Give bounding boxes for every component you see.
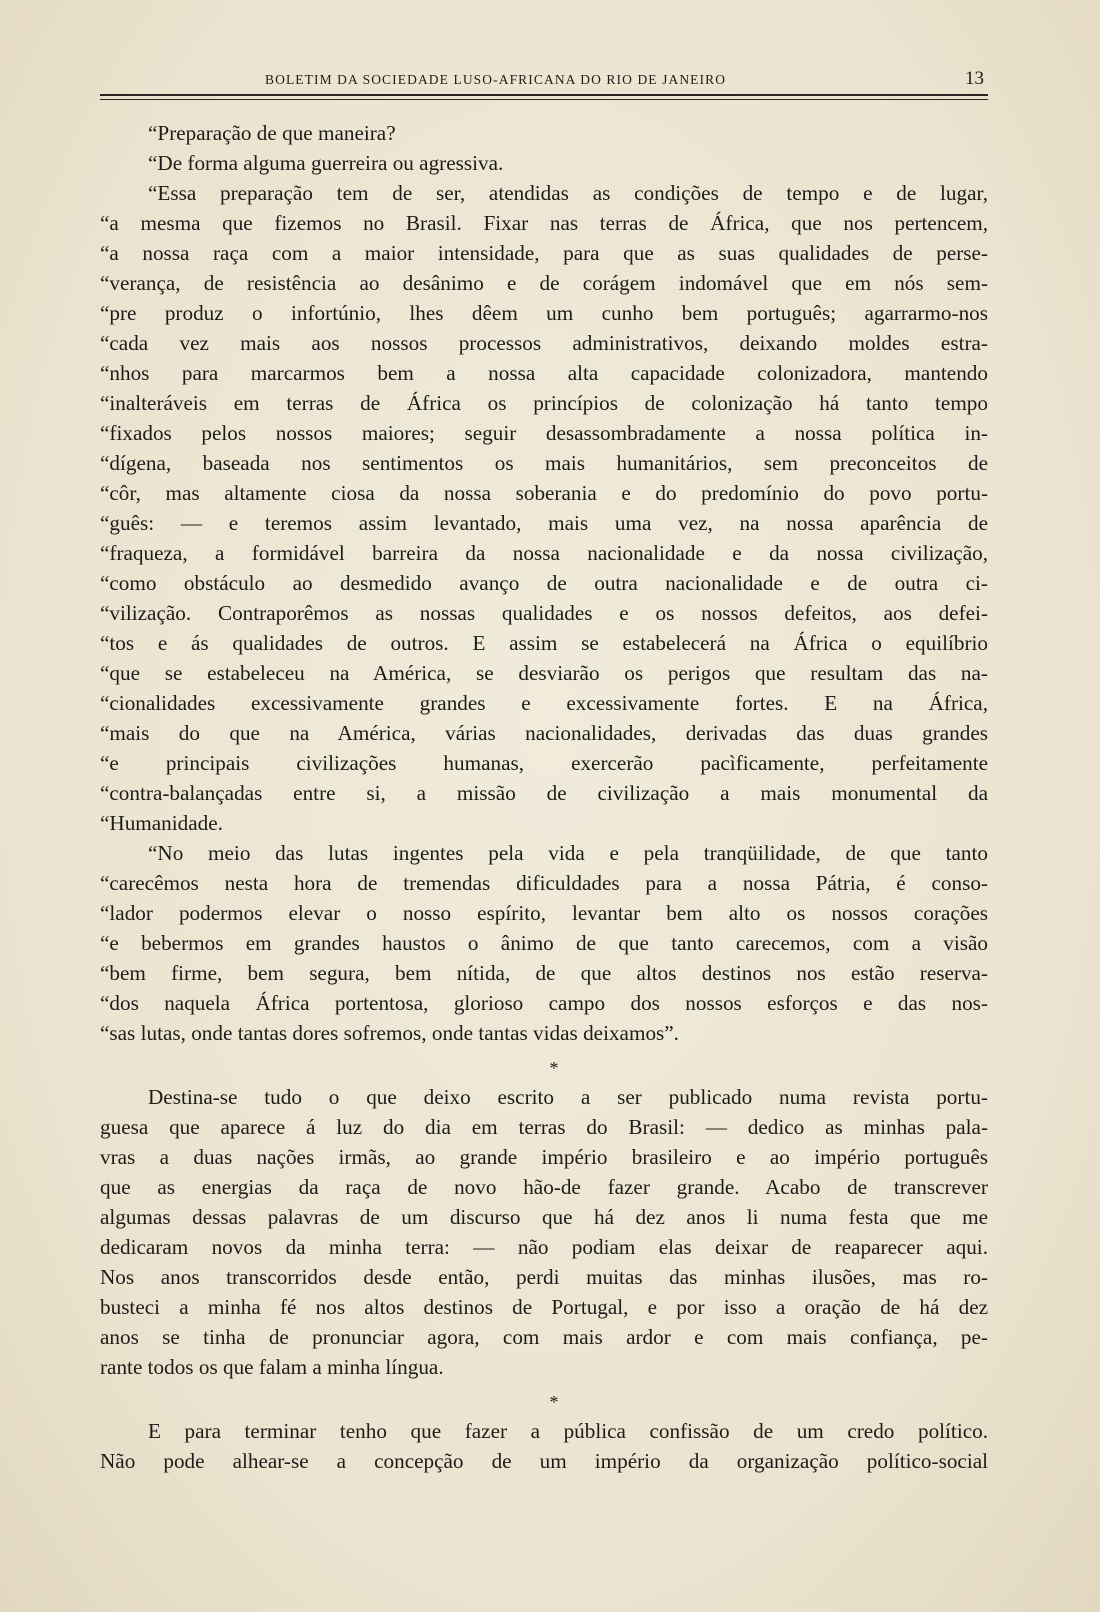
- text-line: “Humanidade.: [100, 811, 223, 835]
- text-line: “mais do que na América, várias nacionalidades, derivadas das duas grandes: [100, 721, 988, 745]
- text-line: E para terminar tenho que fazer a pública confissão de um credo político.: [148, 1419, 988, 1443]
- text-line: “e principais civilizações humanas, exercerão pacìficamente, perfeitamente: [100, 751, 988, 775]
- page-number: 13: [965, 68, 984, 89]
- text-line: “fraqueza, a formidável barreira da nossa nacionalidade e da nossa civilização,: [100, 541, 988, 565]
- text-line: “dígena, baseada nos sentimentos os mais humanitários, sem preconceitos de: [100, 451, 988, 475]
- text-line: Destina-se tudo o que deixo escrito a ser publicado numa revista portu-: [148, 1085, 988, 1109]
- running-header: [100, 68, 988, 92]
- text-line: guesa que aparece á luz do dia em terras do Brasil: — dedico as minhas pala-: [100, 1115, 988, 1139]
- text-line: Nos anos transcorridos desde então, perdi muitas das minhas ilusões, mas ro-: [100, 1265, 988, 1289]
- text-line: “sas lutas, onde tantas dores sofremos, onde tantas vidas deixamos”.: [100, 1021, 679, 1045]
- text-line: dedicaram novos da minha terra: — não podiam elas deixar de reaparecer aqui.: [100, 1235, 988, 1259]
- text-line: “côr, mas altamente ciosa da nossa soberania e do predomínio do povo portu-: [100, 481, 988, 505]
- text-line: anos se tinha de pronunciar agora, com mais ardor e com mais confiança, pe-: [100, 1325, 988, 1349]
- text-line: “a mesma que fizemos no Brasil. Fixar nas terras de África, que nos pertencem,: [100, 211, 988, 235]
- text-line: “tos e ás qualidades de outros. E assim se estabelecerá na África o equilíbrio: [100, 631, 988, 655]
- text-line: “inalteráveis em terras de África os princípios de colonização há tanto tempo: [100, 391, 988, 415]
- text-line: que as energias da raça de novo hão-de fazer grande. Acabo de transcrever: [100, 1175, 988, 1199]
- section-separator: *: [549, 1392, 559, 1412]
- text-line: Não pode alhear-se a concepção de um império da organização político-social: [100, 1449, 988, 1473]
- text-line: rante todos os que falam a minha língua.: [100, 1355, 444, 1379]
- body-text: [100, 118, 988, 1476]
- text-line: algumas dessas palavras de um discurso que há dez anos li numa festa que me: [100, 1205, 988, 1229]
- text-line: “verança, de resistência ao desânimo e de corágem indomável que em nós sem-: [100, 271, 988, 295]
- text-line: “cionalidades excessivamente grandes e excessivamente fortes. E na África,: [100, 691, 988, 715]
- text-line: “dos naquela África portentosa, glorioso campo dos nossos esforços e das nos-: [100, 991, 988, 1015]
- journal-title: BOLETIM DA SOCIEDADE LUSO-AFRICANA DO RIO DE JANEIRO: [265, 72, 727, 87]
- text-line: “que se estabeleceu na América, se desviarão os perigos que resultam das na-: [100, 661, 988, 685]
- text-line: busteci a minha fé nos altos destinos de Portugal, e por isso a oração de há dez: [100, 1295, 988, 1319]
- text-line: vras a duas nações irmãs, ao grande império brasileiro e ao império português: [100, 1145, 988, 1169]
- text-line: “De forma alguma guerreira ou agressiva.: [148, 151, 504, 175]
- text-line: “lador podermos elevar o nosso espírito, levantar bem alto os nossos corações: [100, 901, 988, 925]
- text-line: “carecêmos nesta hora de tremendas dificuldades para a nossa Pátria, é conso-: [100, 871, 988, 895]
- text-line: “vilização. Contraporêmos as nossas qualidades e os nossos defeitos, aos defei-: [100, 601, 988, 625]
- text-line: “Preparação de que maneira?: [148, 121, 396, 145]
- text-line: “contra-balançadas entre si, a missão de civilização a mais monumental da: [100, 781, 988, 805]
- text-line: “bem firme, bem segura, bem nítida, de que altos destinos nos estão reserva-: [100, 961, 988, 985]
- text-line: “cada vez mais aos nossos processos administrativos, deixando moldes estra-: [100, 331, 988, 355]
- text-line: “pre produz o infortúnio, lhes dêem um cunho bem português; agarrarmo-nos: [100, 301, 988, 325]
- header-rule-thin: [100, 99, 988, 100]
- text-line: “como obstáculo ao desmedido avanço de outra nacionalidade e de outra ci-: [100, 571, 988, 595]
- section-separator: *: [549, 1058, 559, 1078]
- header-rule-thick: [100, 94, 988, 96]
- text-line: “e bebermos em grandes haustos o ânimo de que tanto carecemos, com a visão: [100, 931, 988, 955]
- text-line: “Essa preparação tem de ser, atendidas as condições de tempo e de lugar,: [148, 181, 988, 205]
- text-line: “nhos para marcarmos bem a nossa alta capacidade colonizadora, mantendo: [100, 361, 988, 385]
- text-line: “a nossa raça com a maior intensidade, para que as suas qualidades de perse-: [100, 241, 988, 265]
- text-line: “No meio das lutas ingentes pela vida e pela tranqüilidade, de que tanto: [148, 841, 988, 865]
- text-line: “fixados pelos nossos maiores; seguir desassombradamente a nossa política in-: [100, 421, 988, 445]
- text-line: “guês: — e teremos assim levantado, mais uma vez, na nossa aparência de: [100, 511, 988, 535]
